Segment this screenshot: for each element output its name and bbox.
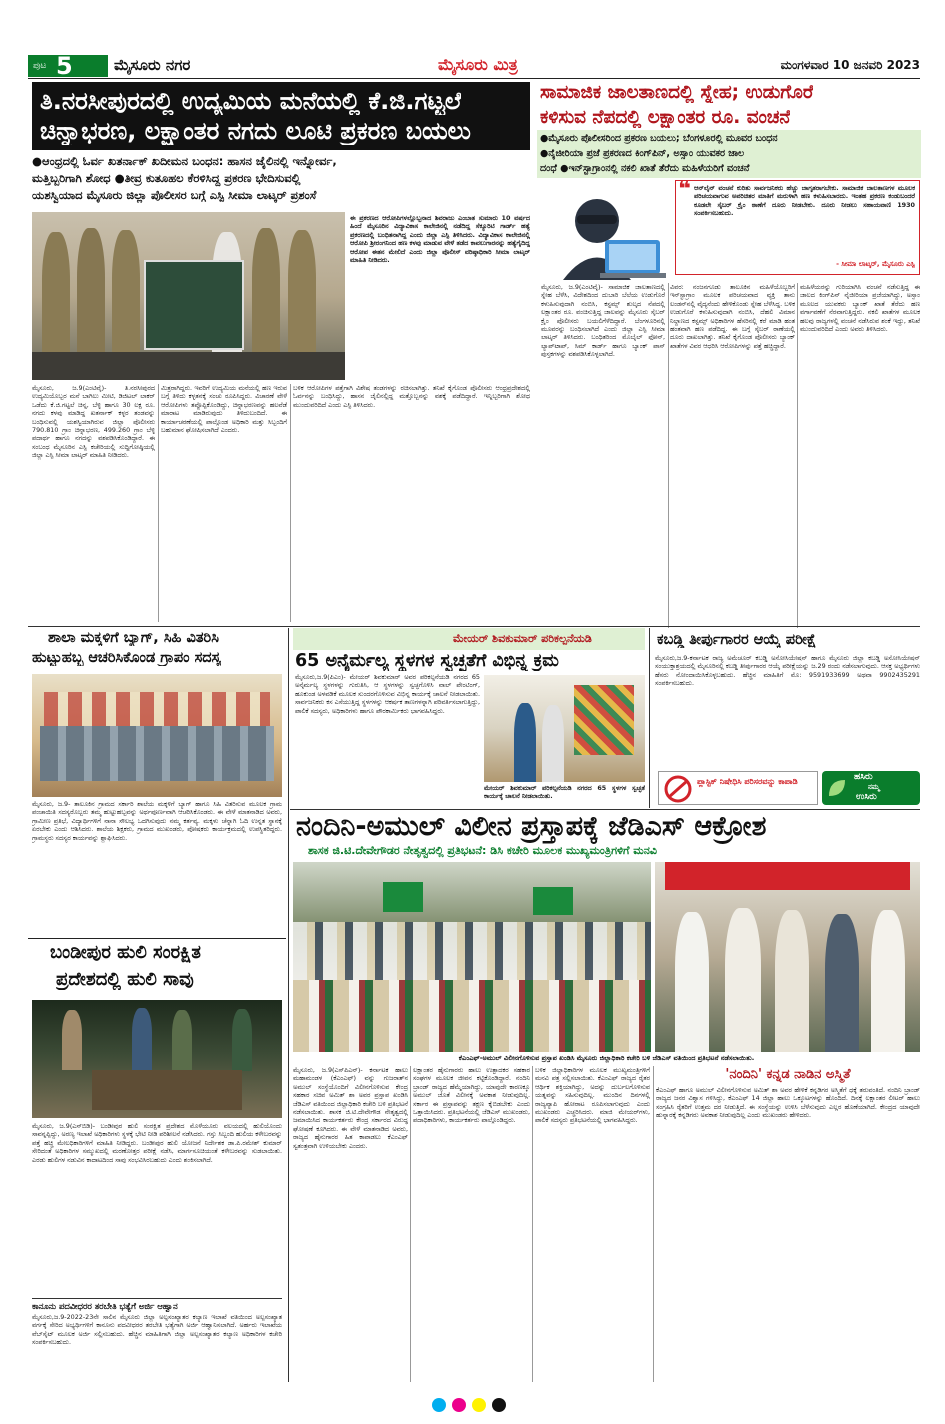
lead-body-d: ಬಳಿಕ ಆರೋಪಿಗಳ ಪತ್ತೆಗಾಗಿ ವಿಶೇಷ ತಂಡಗಳನ್ನು ರಚಿಸಲಾಗಿತ್ತು. ತನಿಖೆ ಕೈಗೊಂಡ ಪೊಲೀಸರು ಆಂಧ್ರಪ್ರದೇಶದಲ್ಲಿ ಓರ್ವನನ್ನು ಬಂಧಿಸಿದ್ದು, ಹಾಸನ ಜೈಲಿನಲ್ಲಿದ್ದ ಮತ್ತೊಬ್ಬನನ್ನು ವಶಕ್ಕೆ ಪಡೆದಿದ್ದಾರೆ. ಇನ್ನಿಬ್ಬರಿಗಾಗಿ ಶೋಧ ಮುಂದುವರಿದಿದೆ ಎಂದು ಎಸ್ಪಿ ತಿಳಿಸಿದರು.: [293, 384, 530, 409]
mayor-headline: 65 ಅನೈರ್ಮಲ್ಯ ಸ್ಥಳಗಳ ಸ್ವಚ್ಛತೆಗೆ ವಿಭಿನ್ನ ಕ್ರಮ: [295, 651, 559, 671]
law-notice-title: ಕಾನೂನು ಪದವೀಧರರ ತರಬೇತಿ ಭತ್ಯೆಗೆ ಅರ್ಜಿ ಆಹ್ವಾನ: [32, 1301, 178, 1311]
page-header: [28, 53, 920, 79]
school-headline-line1: ಶಾಲಾ ಮಕ್ಕಳಿಗೆ ಬ್ಯಾಗ್, ಸಿಹಿ ವಿತರಿಸಿ: [48, 630, 219, 646]
school-photo-children-bags: [32, 674, 282, 797]
scam-body-c: ಮಹಿಳೆಯರನ್ನು ಗುರಿಯಾಗಿಸಿ ವಂಚನೆ ನಡೆಸುತ್ತಿದ್ದ ಈ ಜಾಲದ ಕಿಂಗ್‌ಪಿನ್ ನೈಜೀರಿಯಾ ಪ್ರಜೆಯಾಗಿದ್ದು, ಅಸ್ಸಾಂ ಮೂಲದ ಯುವಕರು ಬ್ಯಾಂಕ್ ಖಾತೆ ತೆರೆದು ಹಣ ವರ್ಗಾವಣೆಗೆ ನೆರವಾಗುತ್ತಿದ್ದರು. ನಕಲಿ ಖಾತೆಗಳ ಮೂಲಕ ಹಲವು ರಾಜ್ಯಗಳಲ್ಲಿ ವಂಚನೆ ನಡೆಸಿರುವ ಶಂಕೆ ಇದ್ದು, ತನಿಖೆ ಮುಂದುವರಿದಿದೆ ಎಂದು ಅವರು ತಿಳಿಸಿದರು.: [800, 283, 920, 334]
nandini-subhead: ಶಾಸಕ ಜಿ.ಟಿ.ದೇವೇಗೌಡರ ನೇತೃತ್ವದಲ್ಲಿ ಪ್ರತಿಭಟನೆ: ಡಿಸಿ ಕಚೇರಿ ಮೂಲಕ ಮುಖ್ಯಮಂತ್ರಿಗಳಿಗೆ ಮನವಿ: [308, 844, 657, 857]
tiger-headline-line1: ಬಂಡೀಪುರ ಹುಲಿ ಸಂರಕ್ಷಿತ: [50, 942, 201, 963]
scam-headline-line2: ಕಳಿಸುವ ನೆಪದಲ್ಲಿ ಲಕ್ಷಾಂತರ ರೂ. ವಂಚನೆ: [540, 107, 791, 128]
scam-bullet-3: ದಂಧೆ ●ಇನ್‌ಸ್ಟಾಗ್ರಾಂನಲ್ಲಿ ನಕಲಿ ಖಾತೆ ತೆರೆದು ಮಹಿಳೆಯರಿಗೆ ವಂಚನೆ: [540, 163, 750, 174]
nandini-side-box: [656, 1066, 920, 1382]
scam-quote-text: ಆನ್‌ಲೈನ್ ವಂಚನೆ ಕುರಿತು ಸಾರ್ವಜನಿಕರು ಹೆಚ್ಚು ಜಾಗೃತರಾಗಬೇಕು. ಸಾಮಾಜಿಕ ಜಾಲತಾಣಗಳ ಮೂಲಕ ಪರಿಚಯವಾಗುವ ಅಪರಿಚಿತರ ಮಾತಿಗೆ ಮರುಳಾಗಿ ಹಣ ಕಳುಹಿಸಬಾರದು. ಇಂತಹ ಪ್ರಕರಣ ಕಂಡುಬಂದರೆ ಕೂಡಲೇ ಸೈಬರ್ ಕ್ರೈಂ ಠಾಣೆಗೆ ದೂರು ನೀಡಬೇಕು. ದೂರು ನೀಡಲು ಸಹಾಯವಾಣಿ 1930 ಸಂಪರ್ಕಿಸಬಹುದು.: [694, 184, 915, 218]
kabaddi-body: ಮೈಸೂರು,ಜ.9-ಕರ್ನಾಟಕ ರಾಜ್ಯ ಅಮೆಚೂರ್ ಕಬಡ್ಡಿ ಅಸೋಸಿಯೇಷನ್ ಹಾಗೂ ಮೈಸೂರು ಜಿಲ್ಲಾ ಕಬಡ್ಡಿ ಅಸೋಸಿಯೇಷನ್ ಸಂಯುಕ್ತಾಶ್ರಯದಲ್ಲಿ ಮೈಸೂರಿನಲ್ಲಿ ಕಬಡ್ಡಿ ತೀರ್ಪುಗಾರರ ಆಯ್ಕೆ ಪರೀಕ್ಷೆಯನ್ನು ಜ.29 ರಂದು ನಡೆಸಲಾಗುವುದು. ಆಸಕ್ತ ಅಭ್ಯರ್ಥಿಗಳು ಹೆಸರು ನೋಂದಾಯಿಸಿಕೊಳ್ಳಬಹುದು. ಹೆಚ್ಚಿನ ಮಾಹಿತಿಗೆ ಮೊ: 9591933699 ಅಥವಾ 9902435291 ಸಂಪರ್ಕಿಸಬಹುದು.: [655, 654, 920, 688]
green-ad-line1: ಹಸಿರು: [854, 772, 873, 782]
nandini-body-col3: ಬಳಿಕ ಜಿಲ್ಲಾಧಿಕಾರಿಗಳ ಮೂಲಕ ಮುಖ್ಯಮಂತ್ರಿಗಳಿಗೆ ಮನವಿ ಪತ್ರ ಸಲ್ಲಿಸಲಾಯಿತು. ಕೆಎಂಎಫ್ ರಾಜ್ಯದ ರೈತರ ಆರ್ಥಿಕ ಶಕ್ತಿಯಾಗಿದ್ದು, ಅದನ್ನು ದುರ್ಬಲಗೊಳಿಸುವ ಯತ್ನವನ್ನು ಸಹಿಸುವುದಿಲ್ಲ. ಮುಂದಿನ ದಿನಗಳಲ್ಲಿ ರಾಜ್ಯವ್ಯಾಪಿ ಹೋರಾಟ ರೂಪಿಸಲಾಗುವುದು ಎಂದು ಮುಖಂಡರು ಎಚ್ಚರಿಸಿದರು. ಮಾಜಿ ಮೇಯರ್‌ಗಳು, ಪಾಲಿಕೆ ಸದಸ್ಯರು ಪ್ರತಿಭಟನೆಯಲ್ಲಿ ಭಾಗವಹಿಸಿದ್ದರು.: [535, 1066, 650, 1125]
green-ad-line2: ನಮ್ಮ: [868, 783, 880, 791]
law-notice-body: ಮೈಸೂರು,ಜ.9-2022-23ನೇ ಸಾಲಿನ ಮೈಸೂರು ಜಿಲ್ಲಾ ಅಲ್ಪಸಂಖ್ಯಾತರ ಕಲ್ಯಾಣ ಇಲಾಖೆ ವತಿಯಿಂದ ಅಲ್ಪಸಂಖ್ಯಾತ ವರ್ಗಕ್ಕೆ ಸೇರಿದ ಅಭ್ಯರ್ಥಿಗಳಿಗೆ ಕಾನೂನು ಪದವೀಧರರ ತರಬೇತಿ ಭತ್ಯೆಗಾಗಿ ಅರ್ಜಿ ಆಹ್ವಾನಿಸಲಾಗಿದೆ. ಅರ್ಹರು ಇಲಾಖೆಯ ವೆಬ್‌ಸೈಟ್ ಮೂಲಕ ಅರ್ಜಿ ಸಲ್ಲಿಸಬಹುದು. ಹೆಚ್ಚಿನ ಮಾಹಿತಿಗಾಗಿ ಜಿಲ್ಲಾ ಅಲ್ಪಸಂಖ್ಯಾತರ ಕಲ್ಯಾಣ ಅಧಿಕಾರಿಗಳ ಕಚೇರಿ ಸಂಪರ್ಕಿಸಬಹುದು.: [32, 1313, 282, 1347]
tiger-headline-block: [28, 938, 286, 998]
lead-body-a: ಈ ಪ್ರಕರಣದ ಆರೋಪಿಗಳಲ್ಲೊಬ್ಬನಾದ ಶಿವರಾಜು ಎಂಬಾತ ಸುಮಾರು 10 ವರ್ಷದ ಹಿಂದೆ ಮೈಸೂರಿನ ವಿದ್ಯಾವಿಕಾಸ ಕಾಲೇಜಿನಲ್ಲಿ ನಡೆದಿದ್ದ ಸೆಕ್ಯೂರಿಟಿ ಗಾರ್ಡ್ ಹತ್ಯೆ ಪ್ರಕರಣದಲ್ಲಿ ಬಂಧಿತನಾಗಿದ್ದ ಎಂದು ಜಿಲ್ಲಾ ಎಸ್ಪಿ ತಿಳಿಸಿದರು. ವಿದ್ಯಾವಿಕಾಸ ಕಾಲೇಜಿನಲ್ಲಿ ಆರೋಪಿ ಶ್ರೀರಂಗನಿಂದ ಹಣ ಕಳವು ಮಾಡುವ ವೇಳೆ ತಡೆದ ಕಾವಲುಗಾರನನ್ನು ಹತ್ಯೆಗೈದಿದ್ದ ಆರೋಪ ಈತನ ಮೇಲಿದೆ ಎಂದು ಜಿಲ್ಲಾ ಪೊಲೀಸ್ ವರಿಷ್ಠಾಧಿಕಾರಿ ಸೀಮಾ ಲಾಟ್ಕರ್ ಮಾಹಿತಿ ನೀಡಿದರು.: [350, 214, 530, 265]
scam-bullet-1: ●ಮೈಸೂರು ಪೊಲೀಸರಿಂದ ಪ್ರಕರಣ ಬಯಲು; ಬೆಂಗಳೂರಲ್ಲಿ ಮೂವರ ಬಂಧನ: [540, 133, 778, 144]
school-headline-line2: ಹುಟ್ಟುಹಬ್ಬ ಆಚರಿಸಿಕೊಂಡ ಗ್ರಾಪಂ ಸದಸ್ಯ: [32, 650, 222, 666]
nandini-photo-memorandum: [655, 862, 920, 1052]
nandini-side-box-body: ಕೆಎಂಎಫ್ ಹಾಗೂ ಅಮುಲ್ ವಿಲೀನಗೊಳಿಸುವ ಅಮಿತ್ ಶಾ ಅವರ ಹೇಳಿಕೆ ಕನ್ನಡಿಗರ ಅಸ್ಮಿತೆಗೆ ಧಕ್ಕೆ ತರುವಂತಿದೆ. ನಂದಿನಿ ಬ್ರಾಂಡ್ ರಾಜ್ಯದ ಜನರ ವಿಶ್ವಾಸ ಗಳಿಸಿದ್ದು, ಕೆಎಂಎಫ್ 14 ಜಿಲ್ಲಾ ಹಾಲು ಒಕ್ಕೂಟಗಳನ್ನು ಹೊಂದಿದೆ. ದಿನಕ್ಕೆ ಲಕ್ಷಾಂತರ ಲೀಟರ್ ಹಾಲು ಸಂಗ್ರಹಿಸಿ ರೈತರಿಗೆ ಉತ್ತಮ ದರ ನೀಡುತ್ತಿದೆ. ಈ ಸಂಸ್ಥೆಯನ್ನು ಉಳಿಸಿ ಬೆಳೆಸುವುದು ಎಲ್ಲರ ಹೊಣೆಯಾಗಿದೆ. ಕೇಂದ್ರದ ಯಾವುದೇ ಹುನ್ನಾರಕ್ಕೆ ಕನ್ನಡಿಗರು ಅವಕಾಶ ನೀಡುವುದಿಲ್ಲ ಎಂದು ಮುಖಂಡರು ಹೇಳಿದರು.: [656, 1086, 920, 1120]
nandini-photo-protest: [293, 862, 651, 1052]
registration-mark-yellow: [472, 1398, 486, 1412]
issue-date: ಮಂಗಳವಾರ 10 ಜನವರಿ 2023: [780, 58, 920, 72]
law-notice-box: [32, 1298, 282, 1378]
hacker-illustration: [545, 185, 670, 280]
lead-body-b: ಮೈಸೂರು, ಜ.9(ಎಂಟಿವೈ)- ತಿ.ನರಸೀಪುರದ ಉದ್ಯಮಿಯೊಬ್ಬರ ಮನೆ ಬಾಗಿಲು ಮೀಟಿ, ಡಿಜಿಟಲ್ ಲಾಕರ್ ಒಡೆದು ಕೆ.ಜಿ.ಗಟ್ಟಲೆ ಚಿನ್ನ, ಬೆಳ್ಳಿ ಹಾಗೂ 30 ಲಕ್ಷ ರೂ. ನಗದು ಕಳವು ಮಾಡಿದ್ದ ಖತರ್ನಾಕ್ ಕಳ್ಳರ ತಂಡವನ್ನು ಬಂಧಿಸುವಲ್ಲಿ ಯಶಸ್ವಿಯಾಗಿರುವ ಜಿಲ್ಲಾ ಪೊಲೀಸರು 790.810 ಗ್ರಾಂ ಚಿನ್ನಾಭರಣ, 499.260 ಗ್ರಾಂ ಬೆಳ್ಳಿ ಪದಾರ್ಥ ಹಾಗೂ ನಗದನ್ನು ವಶಪಡಿಸಿಕೊಂಡಿದ್ದಾರೆ. ಈ ಸಂಬಂಧ ಮೈಸೂರಿನ ಎಸ್ಪಿ ಕಚೇರಿಯಲ್ಲಿ ಸುದ್ದಿಗೋಷ್ಠಿಯಲ್ಲಿ ಜಿಲ್ಲಾ ಎಸ್ಪಿ ಸೀಮಾ ಲಾಟ್ಕರ್ ಮಾಹಿತಿ ನೀಡಿದರು.: [32, 384, 155, 460]
page-number-badge: [28, 52, 108, 80]
quote-mark-icon: ❝: [678, 177, 691, 202]
scam-quote-box: [675, 177, 920, 275]
tiger-headline-line2: ಪ್ರದೇಶದಲ್ಲಿ ಹುಲಿ ಸಾವು: [56, 969, 194, 990]
scam-headline-line1: ಸಾಮಾಜಿಕ ಜಾಲತಾಣದಲ್ಲಿ ಸ್ನೇಹ; ಉಡುಗೊರೆ: [540, 82, 814, 103]
lead-headline-line1: ತಿ.ನರಸೀಪುರದಲ್ಲಿ ಉದ್ಯಮಿಯ ಮನೆಯಲ್ಲಿ ಕೆ.ಜಿ.ಗಟ್ಟಲೆ: [40, 87, 462, 115]
nandini-body-col2: ಲಕ್ಷಾಂತರ ಹೈನುಗಾರರು ಹಾಲು ಉತ್ಪಾದಕರ ಸಹಕಾರ ಸಂಘಗಳ ಮೂಲಕ ಜೀವನ ಕಟ್ಟಿಕೊಂಡಿದ್ದಾರೆ. ನಂದಿನಿ ಬ್ರಾಂಡ್ ರಾಜ್ಯದ ಹೆಮ್ಮೆಯಾಗಿದ್ದು, ಯಾವುದೇ ಕಾರಣಕ್ಕೂ ಅಮುಲ್ ಜೊತೆ ವಿಲೀನಕ್ಕೆ ಅವಕಾಶ ನೀಡುವುದಿಲ್ಲ. ಸರ್ಕಾರ ಈ ಪ್ರಸ್ತಾಪವನ್ನು ತಕ್ಷಣ ಕೈಬಿಡಬೇಕು ಎಂದು ಒತ್ತಾಯಿಸಿದರು. ಪ್ರತಿಭಟನೆಯಲ್ಲಿ ಜೆಡಿಎಸ್ ಮುಖಂಡರು, ಪದಾಧಿಕಾರಿಗಳು, ಕಾರ್ಯಕರ್ತರು ಪಾಲ್ಗೊಂಡಿದ್ದರು.: [413, 1066, 530, 1125]
tiger-body: ಮೈಸೂರು, ಜ.9(ಎಸ್‌ಬಿಡಿ)- ಬಂಡೀಪುರ ಹುಲಿ ಸಂರಕ್ಷಿತ ಪ್ರದೇಶದ ಮೊಳೆಯೂರು ವಲಯದಲ್ಲಿ ಹುಲಿಯೊಂದು ಸಾವನ್ನಪ್ಪಿದ್ದು, ಅರಣ್ಯ ಇಲಾಖೆ ಅಧಿಕಾರಿಗಳು ಸ್ಥಳಕ್ಕೆ ಭೇಟಿ ನೀಡಿ ಪರಿಶೀಲನೆ ನಡೆಸಿದರು. ಗಸ್ತು ಸಿಬ್ಬಂದಿ ಹುಲಿಯ ಕಳೇಬರವನ್ನು ಪತ್ತೆ ಹಚ್ಚಿ ಮೇಲಧಿಕಾರಿಗಳಿಗೆ ಮಾಹಿತಿ ನೀಡಿದ್ದರು. ಬಂಡೀಪುರ ಹುಲಿ ಯೋಜನೆ ನಿರ್ದೇಶಕ ಡಾ.ಪಿ.ರಮೇಶ್ ಕುಮಾರ್ ಸೇರಿದಂತೆ ಅಧಿಕಾರಿಗಳ ಸಮ್ಮುಖದಲ್ಲಿ ಮರಣೋತ್ತರ ಪರೀಕ್ಷೆ ನಡೆಸಿ, ಮಾರ್ಗಸೂಚಿಯಂತೆ ಕಳೇಬರವನ್ನು ಸುಡಲಾಯಿತು. ಎರಡು ಹುಲಿಗಳ ನಡುವಿನ ಕಾದಾಟದಿಂದ ಸಾವು ಸಂಭವಿಸಿರಬಹುದು ಎಂದು ಶಂಕಿಸಲಾಗಿದೆ.: [32, 1122, 282, 1164]
mayor-body: ಮೈಸೂರು,ಜ.9(ಪಿಎಂ)- ಮೇಯರ್ ಶಿವಕುಮಾರ್ ಅವರ ಪರಿಕಲ್ಪನೆಯಡಿ ನಗರದ 65 ಅನೈರ್ಮಲ್ಯ ಸ್ಥಳಗಳನ್ನು ಗುರುತಿಸಿ, ಆ ಸ್ಥಳಗಳನ್ನು ಸ್ವಚ್ಛಗೊಳಿಸಿ ವಾಲ್ ಪೇಂಟಿಂಗ್, ಹೂಕುಂಡ ಅಳವಡಿಕೆ ಮೂಲಕ ಸುಂದರಗೊಳಿಸುವ ವಿಭಿನ್ನ ಕಾರ್ಯಕ್ಕೆ ಚಾಲನೆ ನೀಡಲಾಯಿತು. ಸಾರ್ವಜನಿಕರು ಕಸ ಎಸೆಯುತ್ತಿದ್ದ ಸ್ಥಳಗಳನ್ನು ಆಕರ್ಷಕ ತಾಣಗಳನ್ನಾಗಿ ಪರಿವರ್ತಿಸಲಾಗುತ್ತಿದ್ದು, ಪಾಲಿಕೆ ಸದಸ್ಯರು, ಅಧಿಕಾರಿಗಳು ಹಾಗೂ ಪೌರಕಾರ್ಮಿಕರು ಭಾಗವಹಿಸಿದ್ದರು.: [295, 673, 480, 715]
registration-mark-cyan: [432, 1398, 446, 1412]
lead-photo-police-recovery: [32, 212, 345, 380]
green-ad-line3: ಉಸಿರು: [856, 792, 877, 802]
lead-bullet-2: ಮತ್ತಿಬ್ಬರಿಗಾಗಿ ಶೋಧ ●ತೀವ್ರ ಕುತೂಹಲ ಕೆರಳಿಸಿದ್ದ ಪ್ರಕರಣ ಭೇದಿಸುವಲ್ಲಿ: [32, 171, 301, 185]
leaf-icon: [826, 777, 848, 799]
plastic-ban-text: ಪ್ಲಾಸ್ಟಿಕ್ ನಿಷೇಧಿಸಿ ಪರಿಸರವನ್ನು ಕಾಪಾಡಿ: [697, 777, 798, 786]
lead-bullet-3: ಯಶಸ್ವಿಯಾದ ಮೈಸೂರು ಜಿಲ್ಲಾ ಪೊಲೀಸರ ಬಗ್ಗೆ ಎಸ್ಪಿ ಸೀಮಾ ಲಾಟ್ಕರ್ ಪ್ರಶಂಸೆ: [32, 188, 317, 202]
school-body: ಮೈಸೂರು, ಜ.9- ತಾಲೂಕಿನ ಗ್ರಾಮದ ಸರ್ಕಾರಿ ಶಾಲೆಯ ಮಕ್ಕಳಿಗೆ ಬ್ಯಾಗ್ ಹಾಗೂ ಸಿಹಿ ವಿತರಿಸುವ ಮೂಲಕ ಗ್ರಾಮ ಪಂಚಾಯಿತಿ ಸದಸ್ಯರೊಬ್ಬರು ತಮ್ಮ ಹುಟ್ಟುಹಬ್ಬವನ್ನು ಅರ್ಥಪೂರ್ಣವಾಗಿ ಆಚರಿಸಿಕೊಂಡರು. ಈ ವೇಳೆ ಮಾತನಾಡಿದ ಅವರು, ಗ್ರಾಮೀಣ ಪ್ರತಿಭೆ, ವಿದ್ಯಾರ್ಥಿಗಳಿಗೆ ನಾನಾ ಸೌಲಭ್ಯ ಒದಗಿಸುವುದು ನಮ್ಮ ಕರ್ತವ್ಯ. ಮಕ್ಕಳು ಚೆನ್ನಾಗಿ ಓದಿ ಉನ್ನತ ಸ್ಥಾನಕ್ಕೆ ಏರಬೇಕು ಎಂದು ಆಶಿಸಿದರು. ಶಾಲೆಯ ಶಿಕ್ಷಕರು, ಗ್ರಾಮದ ಮುಖಂಡರು, ಪೋಷಕರು ಕಾರ್ಯಕ್ರಮದಲ್ಲಿ ಉಪಸ್ಥಿತರಿದ್ದರು. ಗ್ರಾಮಸ್ಥರು ಸದಸ್ಯರ ಕಾರ್ಯವನ್ನು ಶ್ಲಾಘಿಸಿದರು.: [32, 800, 282, 842]
registration-mark-black: [492, 1398, 506, 1412]
no-plastic-icon: [663, 775, 693, 803]
lead-headline-banner: [32, 82, 530, 150]
nandini-photo-caption: ಕೆಎಂಎಫ್-ಅಮುಲ್ ವಿಲೀನಗೊಳಿಸುವ ಪ್ರಸ್ತಾಪ ಖಂಡಿಸಿ ಮೈಸೂರು ಜಿಲ್ಲಾಧಿಕಾರಿ ಕಚೇರಿ ಬಳಿ ಜೆಡಿಎಸ್ ವತಿಯಿಂದ ಪ್ರತಿಭಟನೆ ನಡೆಸಲಾಯಿತು.: [458, 1054, 755, 1062]
section-title: ಮೈಸೂರು ನಗರ: [114, 56, 191, 74]
mayor-photo-cleanliness: [484, 675, 645, 782]
scam-quote-attribution: - ಸೀಮಾ ಲಾಟ್ಕರ್, ಮೈಸೂರು ಎಸ್ಪಿ: [836, 260, 915, 268]
scam-headline-block: [540, 82, 920, 132]
mayor-kicker-text: ಮೇಯರ್ ಶಿವಕುಮಾರ್ ಪರಿಕಲ್ಪನೆಯಡಿ: [453, 632, 592, 645]
scam-bullets: [537, 130, 921, 178]
masthead: ಮೈಸೂರು ಮಿತ್ರ: [438, 55, 518, 74]
scam-bullet-2: ●ನೈಜೀರಿಯಾ ಪ್ರಜೆ ಪ್ರಕರಣದ ಕಿಂಗ್‌ಪಿನ್, ಅಸ್ಸಾಂ ಯುವಕರ ಜಾಲ: [540, 148, 745, 159]
nandini-headline: ನಂದಿನಿ-ಅಮುಲ್ ವಿಲೀನ ಪ್ರಸ್ತಾಪಕ್ಕೆ ಜೆಡಿಎಸ್ ಆಕ್ರೋಶ: [296, 811, 767, 842]
mayor-kicker: [293, 628, 645, 650]
scam-body-a: ಮೈಸೂರು, ಜ.9(ಎಂಟಿವೈ)- ಸಾಮಾಜಿಕ ಜಾಲತಾಣದಲ್ಲಿ ಸ್ನೇಹ ಬೆಳೆಸಿ, ವಿದೇಶದಿಂದ ದುಬಾರಿ ಬೆಲೆಯ ಉಡುಗೊರೆ ಕಳುಹಿಸುವುದಾಗಿ ನಂಬಿಸಿ, ಕಸ್ಟಮ್ಸ್ ಶುಲ್ಕದ ನೆಪದಲ್ಲಿ ಲಕ್ಷಾಂತರ ರೂ. ವಂಚಿಸುತ್ತಿದ್ದ ಜಾಲವನ್ನು ಮೈಸೂರು ಸೈಬರ್ ಕ್ರೈಂ ಪೊಲೀಸರು ಬಯಲಿಗೆಳೆದಿದ್ದಾರೆ. ಬೆಂಗಳೂರಿನಲ್ಲಿ ಮೂವರನ್ನು ಬಂಧಿಸಲಾಗಿದೆ ಎಂದು ಜಿಲ್ಲಾ ಎಸ್ಪಿ ಸೀಮಾ ಲಾಟ್ಕರ್ ತಿಳಿಸಿದರು. ಬಂಧಿತರಿಂದ ಮೊಬೈಲ್ ಫೋನ್, ಲ್ಯಾಪ್‌ಟಾಪ್, ಸಿಮ್ ಕಾರ್ಡ್ ಹಾಗೂ ಬ್ಯಾಂಕ್ ಪಾಸ್ ಪುಸ್ತಕಗಳನ್ನು ವಶಪಡಿಸಿಕೊಳ್ಳಲಾಗಿದೆ.: [541, 283, 665, 359]
lead-bullet-1: ●ಆಂಧ್ರದಲ್ಲಿ ಓರ್ವ ಖತರ್ನಾಕ್ ಖದೀಮನ ಬಂಧನ: ಹಾಸನ ಜೈಲಿನಲ್ಲಿ ಇನ್ನೋರ್ವ,: [32, 154, 337, 168]
mayor-caption: ಮೇಯರ್ ಶಿವಕುಮಾರ್ ಪರಿಕಲ್ಪನೆಯಡಿ ನಗರದ 65 ಸ್ಥಳಗಳ ಸ್ವಚ್ಛತೆ ಕಾರ್ಯಕ್ಕೆ ಚಾಲನೆ ನೀಡಲಾಯಿತು.: [484, 784, 645, 801]
registration-mark-magenta: [452, 1398, 466, 1412]
tiger-photo-officials: [32, 1000, 282, 1118]
page-label: ಪುಟ: [33, 61, 47, 71]
nandini-body-col1: ಮೈಸೂರು, ಜ.9(ಎಸ್‌ಪಿಎನ್)- ಕರ್ನಾಟಕ ಹಾಲು ಮಹಾಮಂಡಳ (ಕೆಎಂಎಫ್) ವನ್ನು ಗುಜರಾತ್‌ನ ಅಮುಲ್ ಸಂಸ್ಥೆಯೊಂದಿಗೆ ವಿಲೀನಗೊಳಿಸುವ ಕೇಂದ್ರ ಸಹಕಾರ ಸಚಿವ ಅಮಿತ್ ಶಾ ಅವರ ಪ್ರಸ್ತಾಪ ಖಂಡಿಸಿ ಜೆಡಿಎಸ್ ವತಿಯಿಂದ ಜಿಲ್ಲಾಧಿಕಾರಿ ಕಚೇರಿ ಬಳಿ ಪ್ರತಿಭಟನೆ ನಡೆಸಲಾಯಿತು. ಶಾಸಕ ಜಿ.ಟಿ.ದೇವೇಗೌಡ ನೇತೃತ್ವದಲ್ಲಿ ಜಮಾಯಿಸಿದ ಕಾರ್ಯಕರ್ತರು ಕೇಂದ್ರ ಸರ್ಕಾರದ ವಿರುದ್ಧ ಘೋಷಣೆ ಕೂಗಿದರು. ಈ ವೇಳೆ ಮಾತನಾಡಿದ ಅವರು, ರಾಜ್ಯದ ಹೈನುಗಾರರ ಹಿತ ಕಾಪಾಡಲು ಕೆಎಂಎಫ್ ಸ್ವತಂತ್ರವಾಗಿ ಉಳಿಯಬೇಕು ಎಂದರು.: [293, 1066, 408, 1150]
green-ad: [822, 771, 920, 805]
kabaddi-headline: ಕಬಡ್ಡಿ ತೀರ್ಪುಗಾರರ ಆಯ್ಕೆ ಪರೀಕ್ಷೆ: [657, 632, 817, 648]
page-number: 5: [56, 52, 73, 80]
plastic-ban-ad: [658, 771, 818, 805]
lead-body-c: ಮಿತ್ರರಾಗಿದ್ದರು. ಇವರಿಗೆ ಉದ್ಯಮಿಯ ಮನೆಯಲ್ಲಿ ಹಣ ಇರುವ ಬಗ್ಗೆ ತಿಳಿದು ಕಳ್ಳತನಕ್ಕೆ ಸಂಚು ರೂಪಿಸಿದ್ದರು. ವಿಚಾರಣೆ ವೇಳೆ ಆರೋಪಿಗಳು ತಪ್ಪೊಪ್ಪಿಕೊಂಡಿದ್ದು, ಚಿನ್ನಾಭರಣವನ್ನು ಹಲವೆಡೆ ಮಾರಾಟ ಮಾಡಿರುವುದು ತಿಳಿದುಬಂದಿದೆ. ಈ ಕಾರ್ಯಾಚರಣೆಯಲ್ಲಿ ಪಾಲ್ಗೊಂಡ ಅಧಿಕಾರಿ ಮತ್ತು ಸಿಬ್ಬಂದಿಗೆ ಬಹುಮಾನ ಘೋಷಿಸಲಾಗಿದೆ ಎಂದರು.: [161, 384, 287, 435]
nandini-side-box-title: 'ನಂದಿನಿ' ಕನ್ನಡ ನಾಡಿನ ಅಸ್ಮಿತೆ: [725, 1067, 851, 1082]
lead-headline-line2: ಚಿನ್ನಾಭರಣ, ಲಕ್ಷಾಂತರ ನಗದು ಲೂಟಿ ಪ್ರಕರಣ ಬಯಲು: [40, 117, 471, 145]
scam-body-b: ವಿವರ: ನಂಜನಗೂಡು ತಾಲೂಕಿನ ಮಹಿಳೆಯೊಬ್ಬರಿಗೆ ಇನ್‌ಸ್ಟಾಗ್ರಾಂ ಮೂಲಕ ಪರಿಚಯವಾದ ವ್ಯಕ್ತಿ ತಾನು ಲಂಡನ್‌ನಲ್ಲಿ ವೈದ್ಯನೆಂದು ಹೇಳಿಕೊಂಡು ಸ್ನೇಹ ಬೆಳೆಸಿದ್ದ. ಬಳಿಕ ಉಡುಗೊರೆ ಕಳುಹಿಸುವುದಾಗಿ ನಂಬಿಸಿ, ದೆಹಲಿ ವಿಮಾನ ನಿಲ್ದಾಣದ ಕಸ್ಟಮ್ಸ್ ಅಧಿಕಾರಿಗಳ ಹೆಸರಿನಲ್ಲಿ ಕರೆ ಮಾಡಿ ಹಂತ ಹಂತವಾಗಿ ಹಣ ಪಡೆದಿದ್ದ. ಈ ಬಗ್ಗೆ ಸೈಬರ್ ಠಾಣೆಯಲ್ಲಿ ದೂರು ದಾಖಲಾಗಿತ್ತು. ತನಿಖೆ ಕೈಗೊಂಡ ಪೊಲೀಸರು ಬ್ಯಾಂಕ್ ಖಾತೆಗಳ ವಿವರ ಆಧರಿಸಿ ಆರೋಪಿಗಳನ್ನು ಪತ್ತೆ ಹಚ್ಚಿದ್ದಾರೆ.: [670, 283, 795, 350]
